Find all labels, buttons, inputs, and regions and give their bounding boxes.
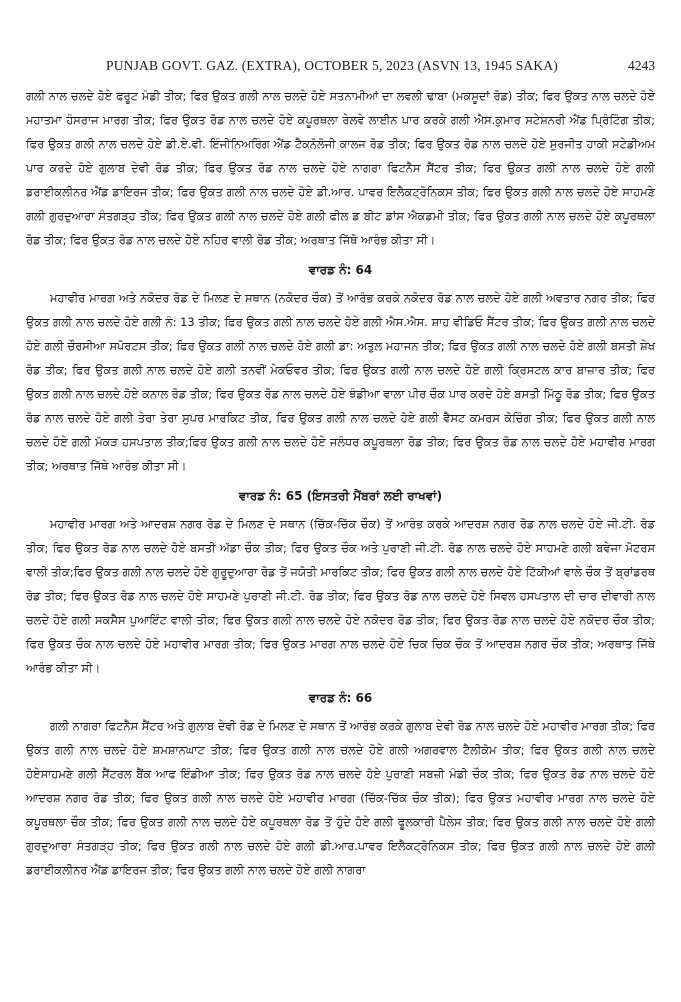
page-header xyxy=(26,58,655,84)
ward-64-heading: ਵਾਰਡ ਨੰ: 64 xyxy=(308,263,373,277)
ward-64-paragraph: ਮਹਾਵੀਰ ਮਾਰਗ ਅਤੇ ਨਕੋਦਰ ਰੋਡ ਦੇ ਮਿਲਣ ਦੇ ਸਥਾਨ (ਨਕੋਦਰ ਚੌਕ) ਤੋਂ ਆਰੰਭ ਕਰਕੇ ਨਕੋਦਰ ਰੋਡ ਨਾਲ ਚਲਦੇ ਹੋਏ ਗਲੀ ਅਵਤਾਰ ਨਗਰ ਤੀਕ; ਫਿਰ ਉਕਤ ਗਲੀ ਨਾਲ ਚਲਦੇ ਹੋਏ ਗਲੀ ਨੰ: 13 ਤੀਕ; ਫਿਰ ਉਕਤ ਗਲੀ ਨਾਲ ਚਲਦੇ ਹੋਏ ਗਲੀ ਐਸ.ਐਸ. ਸ਼ਾਹ ਵੀਡਿਓ ਸੈਂਟਰ ਤੀਕ; ਫਿਰ ਉਕਤ ਗਲੀ ਨਾਲ ਚਲਦੇ ਹੋਏ ਗਲੀ ਚੌਰਸੀਆ ਸਪੋਰਟਸ ਤੀਕ; ਫਿਰ ਉਕਤ ਗਲੀ ਨਾਲ ਚਲਦੇ ਹੋਏ ਗਲੀ ਡਾ: ਅਤੁਲ ਮਹਾਜਨ ਤੀਕ; ਫਿਰ ਉਕਤ ਗਲੀ ਨਾਲ ਚਲਦੇ ਹੋਏ ਗਲੀ ਬਸਤੀ ਸ਼ੇਖ ਰੋਡ ਤੀਕ; ਫਿਰ ਉਕਤ ਗਲੀ ਨਾਲ ਚਲਦੇ ਹੋਏ ਗਲੀ ਤਨਵੀਂ ਮੇਕਓਵਰ ਤੀਕ; ਫਿਰ ਉਕਤ ਗਲੀ ਨਾਲ ਚਲਦੇ ਹੋਏ ਗਲੀ ਕ੍ਰਿਸਟਲ ਕਾਰ ਬਾਜ਼ਾਰ ਤੀਕ; ਫਿਰ ਉਕਤ ਗਲੀ ਨਾਲ ਚਲਦੇ ਹੋਏ ਕਨਾਲ ਰੋਡ ਤੀਕ; ਫਿਰ ਉਕਤ ਰੋਡ ਨਾਲ ਚਲਦੇ ਹੋਏ ਝੰਡੀਆ ਵਾਲਾ ਪੀਰ ਚੌਕ ਪਾਰ ਕਰਦੇ ਹੋਏ ਬਸਤੀ ਮਿੱਠੂ ਰੋਡ ਤੀਕ; ਫਿਰ ਉਕਤ ਰੋਡ ਨਾਲ ਚਲਦੇ ਹੋਏ ਗਲੀ ਤੇਰਾ ਤੇਰਾ ਸੁਪਰ ਮਾਰਕਿਟ ਤੀਕ, ਫਿਰ ਉਕਤ ਗਲੀ ਨਾਲ ਚਲਦੇ ਹੋਏ ਗਲੀ ਵੈਸਟ ਕਮਰਸ ਕੋਚਿੰਗ ਤੀਕ; ਫਿਰ ਉਕਤ ਗਲੀ ਨਾਲ ਚਲਦੇ ਹੋਏ ਗਲੀ ਮੱਕੜ ਹਸਪਤਾਲ ਤੀਕ;ਫਿਰ ਉਕਤ ਗਲੀ ਨਾਲ ਚਲਦੇ ਹੋਏ ਜਲੰਧਰ ਕਪੂਰਥਲਾ ਰੋਡ ਤੀਕ; ਫਿਰ ਉਕਤ ਰੋਡ ਨਾਲ ਚਲਦੇ ਹੋਏ ਮਹਾਵੀਰ ਮਾਰਗ ਤੀਕ; ਅਰਥਾਤ ਜਿੱਥੇ ਆਰੰਭ ਕੀਤਾ ਸੀ। xyxy=(26,291,655,473)
ward-66-heading: ਵਾਰਡ ਨੰ: 66 xyxy=(308,691,373,705)
page-number: 4243 xyxy=(628,58,655,73)
ward-65-paragraph: ਮਹਾਵੀਰ ਮਾਰਗ ਅਤੇ ਆਦਰਸ਼ ਨਗਰ ਰੋਡ ਦੇ ਮਿਲਣ ਦੇ ਸਥਾਨ (ਚਿੱਕ-ਚਿੱਕ ਚੌਕ) ਤੋਂ ਆਰੰਭ ਕਰਕੇ ਆਦਰਸ਼ ਨਗਰ ਰੋਡ ਨਾਲ ਚਲਦੇ ਹੋਏ ਜੀ.ਟੀ. ਰੋਡ ਤੀਕ; ਫਿਰ ਉਕਤ ਰੋਡ ਨਾਲ ਚਲਦੇ ਹੋਏ ਬਸਤੀ ਅੱਡਾ ਚੌਕ ਤੀਕ; ਫਿਰ ਉਕਤ ਚੌਕ ਅਤੇ ਪੁਰਾਣੀ ਜੀ.ਟੀ. ਰੋਡ ਨਾਲ ਚਲਦੇ ਹੋਏ ਸਾਹਮਣੇ ਗਲੀ ਬਵੇਜਾ ਮੋਟਰਸ ਵਾਲੀ ਤੀਕ;ਫਿਰ ਉਕਤ ਗਲੀ ਨਾਲ ਚਲਦੇ ਹੋਏ ਗੁਰੂਦੁਆਰਾ ਰੋਡ ਤੋਂ ਜਯੋਤੀ ਮਾਰਕਿਟ ਤੀਕ; ਫਿਰ ਉਕਤ ਗਲੀ ਨਾਲ ਚਲਦੇ ਹੋਏ ਟਿੱਕੀਆਂ ਵਾਲੇ ਚੌਕ ਤੋਂ ਬ੍ਰਾਂਡਰਥ ਰੋਡ ਤੀਕ; ਫਿਰ ਉਕਤ ਰੋਡ ਨਾਲ ਚਲਦੇ ਹੋਏ ਸਾਹਮਣੇ ਪੁਰਾਣੀ ਜੀ.ਟੀ. ਰੋਡ ਤੀਕ; ਫਿਰ ਉਕਤ ਰੋਡ ਨਾਲ ਚਲਦੇ ਹੋਏ ਸਿਵਲ ਹਸਪਤਾਲ ਦੀ ਚਾਰ ਦੀਵਾਰੀ ਨਾਲ ਚਲਦੇ ਹੋਏ ਗਲੀ ਸਕਸੈਸ ਪੁਆਇੰਟ ਵਾਲੀ ਤੀਕ; ਫਿਰ ਉਕਤ ਗਲੀ ਨਾਲ ਚਲਦੇ ਹੋਏ ਨਕੋਦਰ ਰੋਡ ਤੀਕ; ਫਿਰ ਉਕਤ ਰੋਡ ਨਾਲ ਚਲਦੇ ਹੋਏ ਨਕੋਦਰ ਚੌਕ ਤੀਕ; ਫਿਰ ਉਕਤ ਚੌਕ ਨਾਲ ਚਲਦੇ ਹੋਏ ਮਹਾਵੀਰ ਮਾਰਗ ਤੀਕ; ਫਿਰ ਉਕਤ ਮਾਰਗ ਨਾਲ ਚਲਦੇ ਹੋਏ ਚਿਕ ਚਿਕ ਚੌਕ ਤੋਂ ਆਦਰਸ਼ ਨਗਰ ਚੌਕ ਤੀਕ; ਅਰਥਾਤ ਜਿੱਥੇ ਆਰੰਭ ਕੀਤਾ ਸੀ। xyxy=(26,517,655,675)
gazette-header-title: PUNJAB GOVT. GAZ. (EXTRA), OCTOBER 5, 2023 (ASVN 13, 1945 SAKA) xyxy=(106,58,558,73)
ward-66-paragraph: ਗਲੀ ਨਾਗਰਾ ਫਿਟਨੈਸ ਸੈਂਟਰ ਅਤੇ ਗੁਲਾਬ ਦੇਵੀ ਰੋਡ ਦੇ ਮਿਲਣ ਦੇ ਸਥਾਨ ਤੋਂ ਆਰੰਭ ਕਰਕੇ ਗੁਲਾਬ ਦੇਵੀ ਰੋਡ ਨਾਲ ਚਲਦੇ ਹੋਏ ਮਹਾਵੀਰ ਮਾਰਗ ਤੀਕ; ਫਿਰ ਉਕਤ ਗਲੀ ਨਾਲ ਚਲਦੇ ਹੋਏ ਸ਼ਮਸ਼ਾਨਘਾਟ ਤੀਕ; ਫਿਰ ਉਕਤ ਗਲੀ ਨਾਲ ਚਲਦੇ ਹੋਏ ਗਲੀ ਅਗਰਵਾਲ ਟੈਲੀਕੋਮ ਤੀਕ; ਫਿਰ ਉਕਤ ਗਲੀ ਨਾਲ ਚਲਦੇ ਹੋਏਸਾਹਮਣੇ ਗਲੀ ਸੈਂਟਰਲ ਬੈਂਕ ਆਫ ਇੰਡੀਆ ਤੀਕ; ਫਿਰ ਉਕਤ ਰੋਡ ਨਾਲ ਚਲਦੇ ਹੋਏ ਪੁਰਾਣੀ ਸਬਜ਼ੀ ਮੰਡੀ ਚੌਕ ਤੀਕ; ਫਿਰ ਉਕਤ ਰੋਡ ਨਾਲ ਚਲਦੇ ਹੋਏ ਆਦਰਸ਼ ਨਗਰ ਰੋਡ ਤੀਕ; ਫਿਰ ਉਕਤ ਗਲੀ ਨਾਲ ਚਲਦੇ ਹੋਏ ਮਹਾਵੀਰ ਮਾਰਗ (ਚਿੱਕ-ਚਿੱਕ ਚੌਕ ਤੀਕ); ਫਿਰ ਉਕਤ ਮਹਾਵੀਰ ਮਾਰਗ ਨਾਲ ਚਲਦੇ ਹੋਏ ਕਪੂਰਥਲਾ ਚੌਕ ਤੀਕ; ਫਿਰ ਉਕਤ ਗਲੀ ਨਾਲ ਚਲਦੇ ਹੋਏ ਕਪੂਰਥਲਾ ਰੋਡ ਤੋਂ ਹੁੰਦੇ ਹੋਏ ਗਲੀ ਫੂਲਕਾਰੀ ਪੈਲੇਸ ਤੀਕ; ਫਿਰ ਉਕਤ ਗਲੀ ਨਾਲ ਚਲਦੇ ਹੋਏ ਗਲੀ ਗੁਰਦੁਆਰਾ ਸੰਤਗੜ੍ਹ ਤੀਕ; ਫਿਰ ਉਕਤ ਗਲੀ ਨਾਲ ਚਲਦੇ ਹੋਏ ਗਲੀ ਡੀ.ਆਰ.ਪਾਵਰ ਇਲੈਕਟ੍ਰੋਨਿਕਸ ਤੀਕ; ਫਿਰ ਉਕਤ ਗਲੀ ਨਾਲ ਚਲਦੇ ਹੋਏ ਗਲੀ ਡਰਾਈਕਲੀਨਰ ਐਂਡ ਡਾਇਰਜ ਤੀਕ; ਫਿਰ ਉਕਤ ਗਲੀ ਨਾਲ ਚਲਦੇ ਹੋਏ ਗਲੀ ਨਾਗਰਾ xyxy=(26,719,655,877)
continued-paragraph: ਗਲੀ ਨਾਲ ਚਲਦੇ ਹੋਏ ਫਰੂਟ ਮੰਡੀ ਤੀਕ; ਫਿਰ ਉਕਤ ਗਲੀ ਨਾਲ ਚਲਦੇ ਹੋਏ ਸਤਨਾਮੀਆਂ ਦਾ ਲਵਲੀ ਢਾਬਾ (ਮਕਸੂਦਾਂ ਰੋਡ) ਤੀਕ; ਫਿਰ ਉਕਤ ਨਾਲ ਚਲਦੇ ਹੋਏ ਮਹਾਤਮਾ ਹੰਸਰਾਜ ਮਾਰਗ ਤੀਕ; ਫਿਰ ਉਕਤ ਰੋਡ ਨਾਲ ਚਲਦੇ ਹੋਏ ਕਪੂਰਥਲਾ ਰੇਲਵੇ ਲਾਈਨ ਪਾਰ ਕਰਕੇ ਗਲੀ ਐਸ.ਕੁਮਾਰ ਸਟੇਸ਼ਨਰੀ ਐਂਡ ਪ੍ਰਿੰਟਿੰਗ ਤੀਕ; ਫਿਰ ਉਕਤ ਗਲੀ ਨਾਲ ਚਲਦੇ ਹੋਏ ਡੀ.ਏ.ਵੀ. ਇੰਜੀਨਿਅਰਿੰਗ ਐਂਡ ਟੈਕਨੋਲੋਜੀ ਕਾਲਜ ਰੋਡ ਤੀਕ; ਫਿਰ ਉਕਤ ਰੋਡ ਨਾਲ ਚਲਦੇ ਹੋਏ ਸੁਰਜੀਤ ਹਾਕੀ ਸਟੇਡੀਅਮ ਪਾਰ ਕਰਦੇ ਹੋਏ ਗੁਲਾਬ ਦੇਵੀ ਰੋਡ ਤੀਕ; ਫਿਰ ਉਕਤ ਰੋਡ ਨਾਲ ਚਲਦੇ ਹੋਏ ਨਾਗਰਾ ਫਿਟਨੈਸ ਸੈਂਟਰ ਤੀਕ; ਫਿਰ ਉਕਤ ਗਲੀ ਨਾਲ ਚਲਦੇ ਹੋਏ ਗਲੀ ਡਰਾਈਕਲੀਨਰ ਐਂਡ ਡਾਇਰਜ ਤੀਕ; ਫਿਰ ਉਕਤ ਗਲੀ ਨਾਲ ਚਲਦੇ ਹੋਏ ਡੀ.ਆਰ. ਪਾਵਰ ਇਲੈਕਟ੍ਰੋਨਿਕਸ ਤੀਕ; ਫਿਰ ਉਕਤ ਗਲੀ ਨਾਲ ਚਲਦੇ ਹੋਏ ਸਾਹਮਣੇ ਗਲੀ ਗੁਰਦੁਆਰਾ ਸੰਤਗੜ੍ਹ ਤੀਕ; ਫਿਰ ਉਕਤ ਗਲੀ ਨਾਲ ਚਲਦੇ ਹੋਏ ਗਲੀ ਫੀਲ ਡ ਬੀਟ ਡਾਂਸ ਐਕਡਮੀ ਤੀਕ; ਫਿਰ ਉਕਤ ਗਲੀ ਨਾਲ ਚਲਦੇ ਹੋਏ ਕਪੂਰਥਲਾ ਰੋਡ ਤੀਕ; ਫਿਰ ਉਕਤ ਰੋਡ ਨਾਲ ਚਲਦੇ ਹੋਏ ਨਹਿਰ ਵਾਲੀ ਰੋਡ ਤੀਕ; ਅਰਥਾਤ ਜਿੱਥੋ ਆਰੰਭ ਕੀਤਾ ਸੀ। xyxy=(26,89,655,247)
ward-65-heading: ਵਾਰਡ ਨੰ: 65 (ਇਸਤਰੀ ਮੈਂਬਰਾਂ ਲਈ ਰਾਖਵਾਂ) xyxy=(238,489,443,503)
